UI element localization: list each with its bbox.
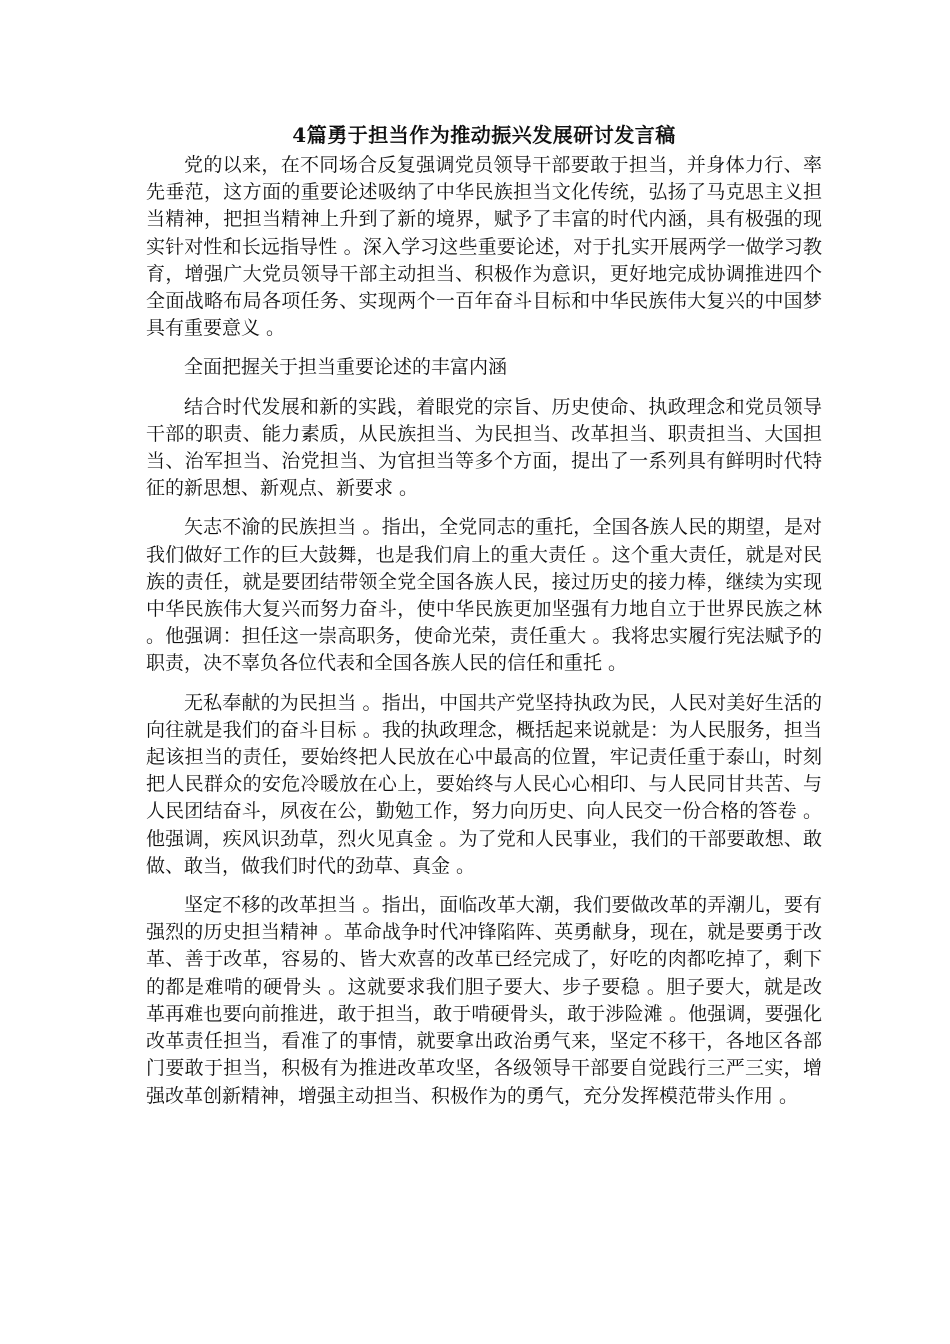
paragraph-intro: 党的以来，在不同场合反复强调党员领导干部要敢于担当，并身体力行、率先垂范，这方面的重要论述吸纳了中华民族担当文化传统，弘扬了马克思主义担当精神，把担当精神上升到了新的境界，赋予了丰富的时代内涵，具有极强的现实针对性和长远指导性 。深入学习这些重要论述，对于扎实开展两学一做学习教育，增强广大党员领导干部主动担当、积极作为意识，更好地完成协调推进四个全面战略布局各项任务、实现两个一百年奋斗目标和中华民族伟大复兴的中国梦具有重要意义 。 [146,154,822,340]
paragraph-serving-people: 无私奉献的为民担当 。指出，中国共产党坚持执政为民，人民对美好生活的向往就是我们的奋斗目标 。我的执政理念，概括起来说就是：为人民服务，担当起该担当的责任，要始终把人民放在心中最高的位置，牢记责任重于泰山，时刻把人民群众的安危冷暖放在心上，要始终与人民心心相印、与人民同甘共苦、与人民团结奋斗，夙夜在公，勤勉工作，努力向历史、向人民交一份合格的答卷 。他强调，疾风识劲草，烈火见真金 。为了党和人民事业，我们的干部要敢想、敢做、敢当，做我们时代的劲草、真金 。 [146,691,822,877]
section-heading: 全面把握关于担当重要论述的丰富内涵 [184,356,508,379]
document-title: 4篇勇于担当作为推动振兴发展研讨发言稿 [292,123,676,147]
paragraph-overview: 结合时代发展和新的实践，着眼党的宗旨、历史使命、执政理念和党员领导干部的职责、能力素质，从民族担当、为民担当、改革担当、职责担当、大国担当、治军担当、治党担当、为官担当等多个方面，提出了一系列具有鲜明时代特征的新思想、新观点、新要求 。 [146,395,822,500]
document-body [146,120,822,1122]
paragraph-national-responsibility: 矢志不渝的民族担当 。指出，全党同志的重托，全国各族人民的期望，是对我们做好工作的巨大鼓舞，也是我们肩上的重大责任 。这个重大责任，就是对民族的责任，就是要团结带领全党全国各族人民，接过历史的接力棒，继续为实现中华民族伟大复兴而努力奋斗，使中华民族更加坚强有力地自立于世界民族之林 。他强调：担任这一崇高职务，使命光荣，责任重大 。我将忠实履行宪法赋予的职责，决不辜负各位代表和全国各族人民的信任和重托 。 [146,516,822,675]
paragraph-reform-responsibility: 坚定不移的改革担当 。指出，面临改革大潮，我们要做改革的弄潮儿，要有强烈的历史担当精神 。革命战争时代冲锋陷阵、英勇献身，现在，就是要勇于改革、善于改革，容易的、皆大欢喜的改革已经完成了，好吃的肉都吃掉了，剩下的都是难啃的硬骨头 。这就要求我们胆子要大、步子要稳 。胆子要大，就是改革再难也要向前推进，敢于担当，敢于啃硬骨头，敢于涉险滩 。他强调，要强化改革责任担当，看准了的事情，就要拿出政治勇气来，坚定不移干，各地区各部门要敢于担当，积极有为推进改革攻坚，各级领导干部要自觉践行三严三实，增强改革创新精神，增强主动担当、积极作为的勇气，充分发挥模范带头作用 。 [146,894,822,1107]
